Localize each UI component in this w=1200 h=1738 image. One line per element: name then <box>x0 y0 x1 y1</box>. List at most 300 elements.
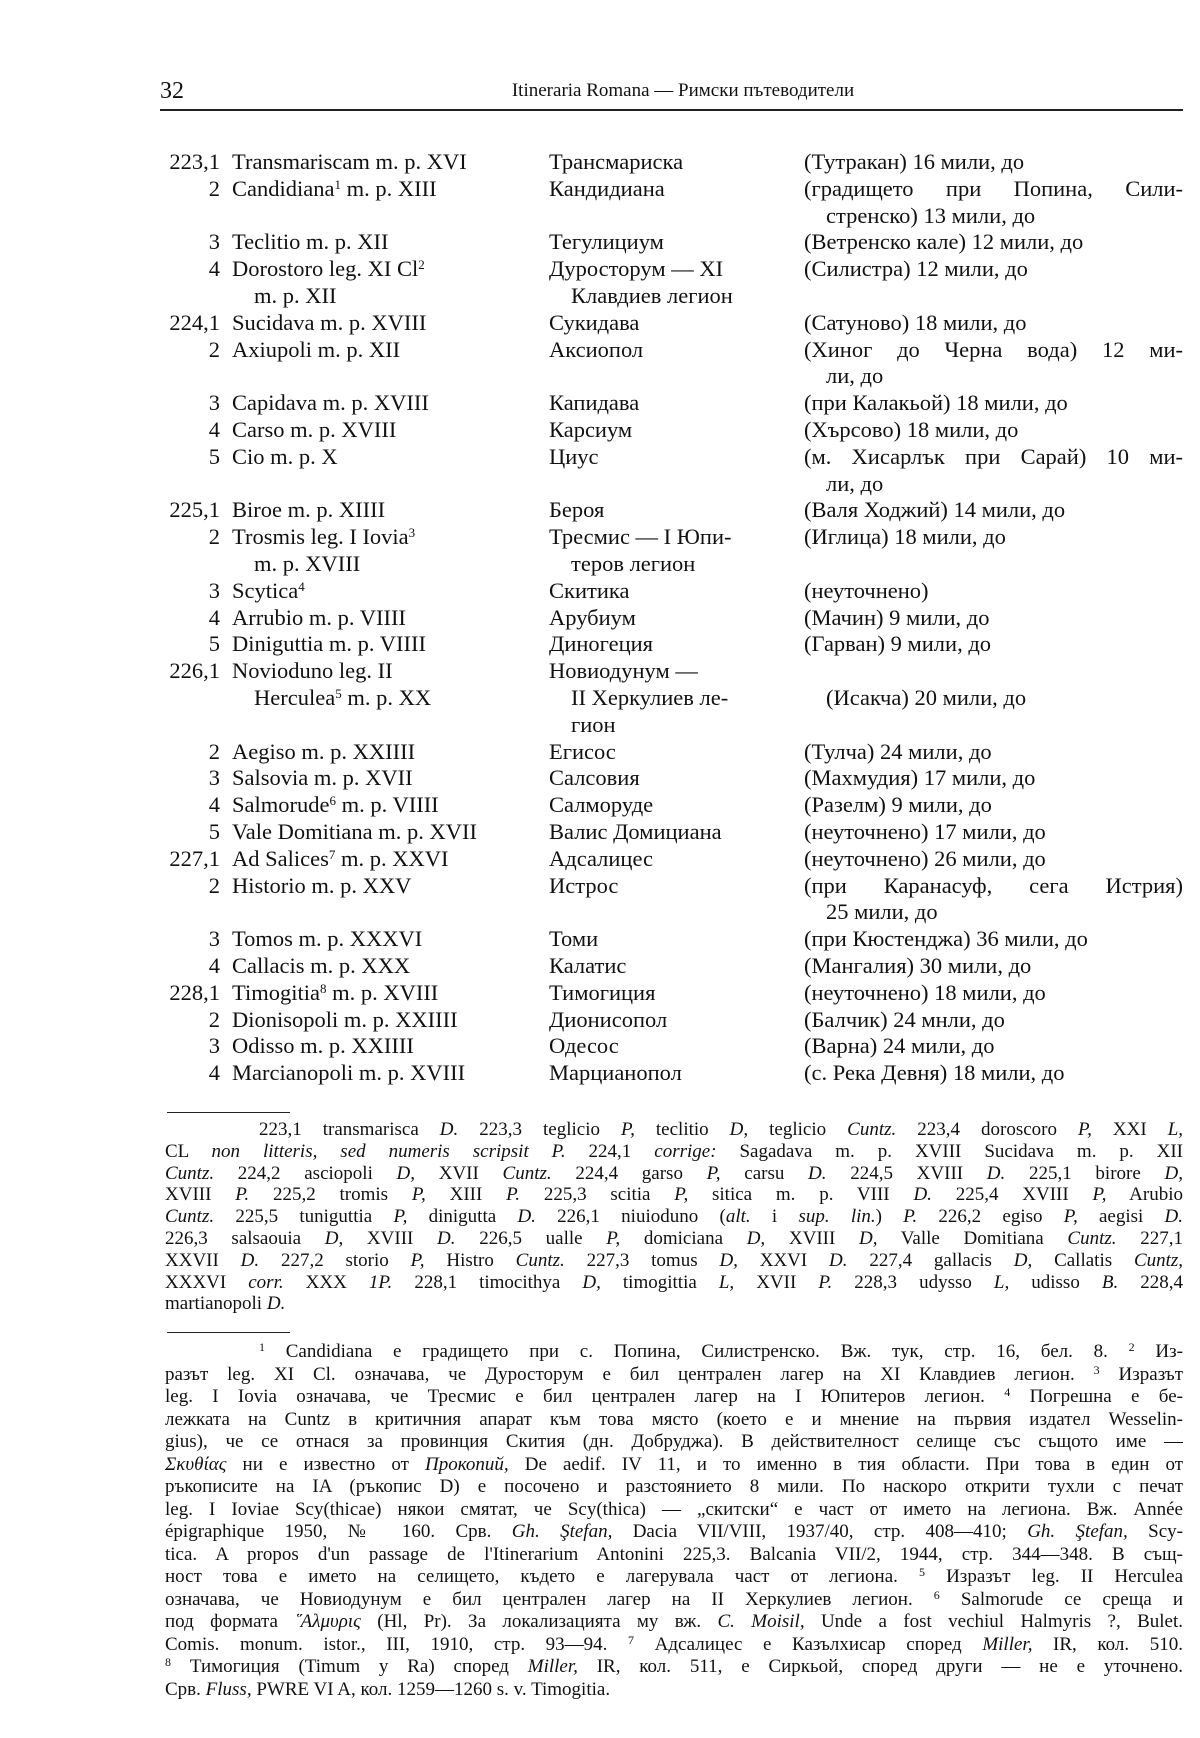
text-segment: 228,1 timocithya <box>392 1271 583 1293</box>
text-segment: (Силистра) 12 мили, до <box>804 256 1028 282</box>
entry-number <box>150 846 220 873</box>
latin-station <box>232 926 544 953</box>
entry-number-text: 2 <box>208 524 220 550</box>
italic-segment: P. <box>235 1184 250 1206</box>
location-distance <box>804 846 1183 873</box>
text-segment: (при Калакьой) 18 мили, до <box>804 390 1068 416</box>
location-distance-line <box>804 765 1183 792</box>
italic-segment: corrige: <box>654 1140 717 1162</box>
location-distance-line <box>804 149 1183 176</box>
text-segment: (Ветренско кале) 12 мили, до <box>804 229 1084 255</box>
text-segment: 226,5 ualle <box>455 1227 607 1249</box>
text-segment: (Гарван) 9 мили, до <box>804 631 992 657</box>
bulgarian-name-line <box>549 953 799 980</box>
latin-station <box>232 390 544 417</box>
italic-segment: L, <box>993 1271 1010 1293</box>
italic-segment: C. Moisil, <box>717 1611 805 1632</box>
text-segment: 225,3 scitia <box>520 1184 675 1206</box>
text-segment: Тегулициум <box>549 229 664 255</box>
entry-number <box>150 739 220 766</box>
entry-number <box>150 310 220 337</box>
latin-station-line <box>232 1007 544 1034</box>
table-row <box>150 176 1183 230</box>
entry-number <box>150 631 220 658</box>
text-segment: (неуточнено) 17 мили, до <box>804 818 1046 844</box>
latin-station-line <box>232 578 544 605</box>
italic-segment: D. <box>1164 1206 1183 1228</box>
location-distance <box>804 310 1183 337</box>
text-segment: Histro <box>424 1249 516 1271</box>
italic-segment: D. <box>986 1162 1006 1184</box>
entry-number-text: 223,1 <box>169 149 220 174</box>
entry-number <box>150 1007 220 1034</box>
italic-segment: sup. lin. <box>798 1206 876 1228</box>
text-segment: carsu <box>720 1162 809 1184</box>
bulgarian-name <box>549 578 799 605</box>
table-row <box>150 149 1183 176</box>
entry-number-text: 2 <box>208 1006 220 1032</box>
text-segment: m. p. XX <box>341 684 432 710</box>
text-segment: 227,4 gallacis <box>847 1249 1014 1271</box>
italic-segment: D. <box>913 1184 932 1206</box>
text-segment: Марцианопол <box>549 1060 682 1086</box>
text-segment: ност това е името на селището, където е лагерувала част от легиона. <box>165 1566 919 1587</box>
location-distance <box>804 1033 1183 1060</box>
footnote-line <box>165 1476 1183 1499</box>
entry-number <box>150 658 220 738</box>
latin-station <box>232 497 544 524</box>
bulgarian-name-line <box>549 1033 799 1060</box>
location-distance <box>804 578 1183 605</box>
italic-segment: D, <box>324 1227 344 1249</box>
latin-station-line <box>232 926 544 953</box>
italic-segment: D. <box>240 1249 260 1271</box>
text-segment: udisso <box>1009 1271 1102 1293</box>
text-segment: Sagadava m. p. XVIII Sucidava m. p. XII <box>716 1140 1183 1162</box>
latin-station <box>232 631 544 658</box>
text-segment: Carso m. p. XVIII <box>232 416 397 442</box>
text-segment: teclitio <box>634 1119 730 1140</box>
location-distance <box>804 980 1183 1007</box>
location-distance-line <box>804 337 1183 364</box>
bulgarian-name <box>549 765 799 792</box>
text-segment: XVIII <box>165 1184 236 1206</box>
italic-segment: Cuntz. <box>502 1162 552 1184</box>
bulgarian-name-line <box>549 792 799 819</box>
text-segment: m. p. XII <box>254 282 337 308</box>
text-segment: Marcianopoli m. p. XVIII <box>232 1060 466 1086</box>
entry-number-text: 4 <box>208 604 220 630</box>
bulgarian-name <box>549 176 799 230</box>
location-distance-line <box>804 444 1183 471</box>
text-segment: teglicio <box>748 1119 848 1140</box>
footnote-line <box>165 1499 1183 1522</box>
text-segment: (градището при Попина, Сили- <box>804 175 1183 201</box>
text-segment: (Хиног до Черна вода) 12 ми- <box>804 336 1183 362</box>
italic-segment: D, <box>719 1249 738 1271</box>
italic-segment: P, <box>393 1206 408 1228</box>
latin-station-line <box>232 631 544 658</box>
text-segment: Cio m. p. X <box>232 443 338 469</box>
italic-segment: Прокопий, <box>425 1453 509 1475</box>
entry-number-text: 4 <box>208 416 220 442</box>
text-segment: De aedif. IV 11, и то именно в тия области. При това в един от <box>508 1453 1183 1475</box>
location-distance-line <box>804 605 1183 632</box>
italic-segment: Cuntz, <box>1133 1249 1183 1271</box>
bulgarian-name <box>549 497 799 524</box>
latin-station-line <box>232 1060 544 1087</box>
text-segment: 225,5 tuniguttia <box>214 1206 394 1228</box>
footnote-marker: 6 <box>329 793 336 809</box>
text-segment: 224,4 garso <box>551 1162 707 1184</box>
text-segment: martianopoli <box>165 1293 267 1315</box>
text-segment: Scy- <box>1127 1521 1183 1542</box>
text-segment: 227,3 tomus <box>564 1249 720 1271</box>
entry-number-text: 4 <box>208 1060 220 1086</box>
text-segment: Novioduno leg. II <box>232 658 393 684</box>
bulgarian-name <box>549 873 799 927</box>
text-segment: (Балчик) 24 мнли, до <box>804 1006 1005 1032</box>
latin-station-line <box>232 551 544 578</box>
entry-number-text: 225,1 <box>169 497 220 523</box>
text-segment: 223,3 teglicio <box>458 1119 621 1140</box>
location-distance-line <box>804 873 1183 900</box>
entry-number-text: 4 <box>208 952 220 978</box>
location-distance <box>804 229 1183 256</box>
footnote-separator-rule <box>167 1332 290 1333</box>
text-segment: XXX <box>283 1271 369 1293</box>
text-segment: Истрос <box>549 872 619 898</box>
text-segment: 226,1 niuioduno ( <box>535 1206 726 1228</box>
italic-segment: D. <box>808 1162 827 1184</box>
location-distance-line <box>804 739 1183 766</box>
footnote-line <box>165 1431 1183 1454</box>
text-segment: XXI <box>1091 1119 1168 1140</box>
text-segment: Teclitio m. p. XII <box>232 229 389 255</box>
italic-segment: P, <box>1092 1184 1107 1206</box>
footnote-marker: 6 <box>933 1588 940 1602</box>
latin-station <box>232 256 544 310</box>
footnote-line <box>165 1544 1183 1567</box>
table-row <box>150 417 1183 444</box>
entry-number <box>150 337 220 391</box>
text-segment: Biroe m. p. XIIII <box>232 497 386 523</box>
page-number: 32 <box>160 78 184 104</box>
italic-segment: P. <box>818 1271 833 1293</box>
italic-segment: P, <box>1077 1119 1092 1140</box>
latin-station <box>232 417 544 444</box>
latin-station-line <box>232 980 544 1007</box>
italic-segment: L, <box>718 1271 735 1293</box>
entry-number-text: 3 <box>208 390 220 416</box>
location-distance-line <box>804 846 1183 873</box>
location-distance-line <box>804 1033 1183 1060</box>
italic-segment: Fluss, <box>205 1678 252 1700</box>
entry-number-text: 2 <box>208 336 220 362</box>
italic-segment: Miller, <box>982 1633 1033 1655</box>
italic-segment: Cuntz. <box>847 1119 897 1140</box>
text-segment: (с. Река Девня) 18 мили, до <box>804 1060 1065 1086</box>
footnote-line <box>165 1386 1183 1409</box>
table-row <box>150 980 1183 1007</box>
italic-segment: Cuntz. <box>515 1249 565 1271</box>
text-segment: Transmariscam m. p. XVI <box>232 149 467 174</box>
italic-segment: D, <box>1013 1249 1033 1271</box>
location-distance <box>804 444 1183 498</box>
text-segment: (Тутракан) 16 мили, до <box>804 149 1025 174</box>
text-segment: aegisi <box>1077 1206 1165 1228</box>
text-segment: i <box>750 1206 799 1228</box>
entry-number <box>150 926 220 953</box>
text-segment: Адсалицес <box>549 845 653 871</box>
italic-segment: alt. <box>725 1206 751 1228</box>
entry-number <box>150 953 220 980</box>
italic-segment: D. <box>266 1293 286 1315</box>
table-row <box>150 873 1183 927</box>
text-segment: ли, до <box>826 363 884 389</box>
latin-station-line <box>232 739 544 766</box>
bulgarian-name <box>549 337 799 391</box>
italic-segment: D, <box>582 1271 601 1293</box>
text-segment: m. p. XXVI <box>335 845 449 871</box>
bulgarian-name-line <box>549 176 799 203</box>
latin-station-line <box>232 605 544 632</box>
text-segment: Салморуде <box>549 792 654 818</box>
bulgarian-name <box>549 390 799 417</box>
italic-segment: non litteris, sed numeris scripsit P. <box>211 1140 566 1162</box>
text-segment: Dorostoro leg. XI Cl <box>232 256 419 282</box>
latin-station-line <box>232 658 544 685</box>
text-segment: XXVII <box>165 1249 241 1271</box>
text-segment: XVIII <box>765 1227 859 1249</box>
table-row <box>150 953 1183 980</box>
text-segment: Scytica <box>232 577 299 603</box>
bulgarian-name <box>549 819 799 846</box>
latin-station-line <box>232 149 544 176</box>
bulgarian-name <box>549 524 799 578</box>
text-segment: Herculea <box>254 684 336 710</box>
text-segment: (Махмудия) 17 мили, до <box>804 765 1036 791</box>
critical-apparatus <box>165 1119 1183 1315</box>
location-distance <box>804 524 1183 578</box>
table-row <box>150 631 1183 658</box>
text-segment: (Hl, Pr). За локализацията му вж. <box>360 1611 718 1632</box>
text-segment: Калатис <box>549 952 627 978</box>
text-segment: ръкописите на IA (ръкопис D) е посочено и разстоянието 8 мили. По наскоро открити тухли с печат <box>165 1476 1183 1497</box>
text-segment: (м. Хисарлък при Сарай) 10 ми- <box>804 443 1183 469</box>
text-segment: разът leg. XI Cl. означава, че Дуросторум е бил централен лагер на XI Клавдиев легион. <box>165 1363 1094 1385</box>
italic-segment: D, <box>746 1227 766 1249</box>
text-segment: (Валя Ходжий) 14 мили, до <box>804 497 1066 523</box>
text-segment: ни е известно от <box>226 1453 426 1475</box>
italic-segment: D, <box>396 1162 416 1184</box>
text-segment: Трансмариска <box>549 149 684 174</box>
italic-segment: P, <box>620 1119 635 1140</box>
text-segment: XVIII <box>343 1227 438 1249</box>
latin-station-line <box>232 792 544 819</box>
location-distance <box>804 176 1183 230</box>
table-row <box>150 658 1183 738</box>
footnote-line <box>165 1634 1183 1657</box>
text-segment: Tomos m. p. XXXVI <box>232 926 423 952</box>
location-distance <box>804 953 1183 980</box>
text-segment: timogittia <box>600 1271 719 1293</box>
entry-number <box>150 444 220 498</box>
table-row <box>150 390 1183 417</box>
italic-segment: Cuntz. <box>165 1206 215 1228</box>
table-row <box>150 337 1183 391</box>
italic-segment: P, <box>606 1227 621 1249</box>
footnote-line <box>165 1409 1183 1432</box>
bulgarian-name <box>549 792 799 819</box>
location-distance-line <box>804 203 1183 230</box>
location-distance <box>804 605 1183 632</box>
italic-segment: B. <box>1101 1271 1119 1293</box>
text-segment: 224,5 XVIII <box>826 1162 987 1184</box>
text-segment: Диногеция <box>549 631 654 657</box>
entry-number <box>150 176 220 230</box>
text-segment: leg. I Iovia означава, че Тресмис е бил централен лагер на I Юпитеров легион. <box>165 1386 1005 1407</box>
italic-segment: 1P. <box>368 1271 393 1293</box>
text-segment: XVII <box>734 1271 819 1293</box>
bulgarian-name-line <box>549 980 799 1007</box>
italic-segment: D, <box>1164 1162 1183 1184</box>
table-row <box>150 256 1183 310</box>
apparatus-line <box>165 1184 1183 1206</box>
footnote-marker: 1 <box>334 176 341 192</box>
latin-station <box>232 1033 544 1060</box>
text-segment: Unde a fost vechiul Halmyris ?, Bulet. <box>804 1611 1183 1632</box>
location-distance-line <box>804 631 1183 658</box>
table-row <box>150 739 1183 766</box>
latin-station <box>232 819 544 846</box>
latin-station-line <box>232 873 544 900</box>
location-distance <box>804 658 1183 738</box>
italic-segment: P, <box>411 1184 426 1206</box>
text-segment: Candidiana е градището при с. Попина, Силистренско. Вж. тук, стр. 16, бел. 8. <box>265 1341 1129 1362</box>
text-segment: (Варна) 24 мили, до <box>804 1033 995 1059</box>
text-segment: Salmorude <box>232 792 330 818</box>
text-segment: Odisso m. p. XXIIII <box>232 1033 414 1059</box>
apparatus-line <box>165 1293 1183 1315</box>
footnote-line <box>165 1611 1183 1634</box>
entry-number <box>150 256 220 310</box>
text-segment: Валис Домициана <box>549 818 722 844</box>
bulgarian-name-line <box>549 578 799 605</box>
text-segment: Дуросторум — XI <box>549 256 724 282</box>
italic-segment: D. <box>437 1227 456 1249</box>
entry-number <box>150 149 220 176</box>
text-segment: CL <box>165 1140 212 1162</box>
footnote-marker: 3 <box>408 525 416 541</box>
entry-number <box>150 819 220 846</box>
bulgarian-name-line <box>549 1060 799 1087</box>
text-segment: Егисос <box>549 738 616 764</box>
location-distance <box>804 631 1183 658</box>
location-distance <box>804 256 1183 310</box>
location-distance <box>804 337 1183 391</box>
location-distance <box>804 417 1183 444</box>
location-distance <box>804 390 1183 417</box>
table-row <box>150 1060 1183 1087</box>
italic-segment: Miller, <box>527 1656 578 1677</box>
italic-segment: Σκυθίας <box>165 1453 227 1475</box>
bulgarian-name <box>549 256 799 310</box>
text-segment: leg. I Ioviae Scy(thicae) някои смятат, че Scy(thica) — „скитски“ е част от името на легиона. Вж. Année <box>165 1498 1183 1520</box>
text-segment: (Иглица) 18 мили, до <box>804 524 1006 550</box>
footnote-marker: 4 <box>298 578 305 594</box>
italic-segment: L, <box>1167 1119 1183 1140</box>
bulgarian-name-line <box>549 256 799 283</box>
latin-station-line <box>232 256 544 283</box>
text-segment: Клавдиев легион <box>571 282 733 308</box>
footnote-line <box>165 1679 1183 1702</box>
entry-number <box>150 524 220 578</box>
bulgarian-name <box>549 953 799 980</box>
text-segment: (при Кюстенджа) 36 мили, до <box>804 926 1088 952</box>
bulgarian-name <box>549 980 799 1007</box>
entry-number-text: 5 <box>208 631 220 657</box>
entry-number-text: 3 <box>208 765 220 791</box>
latin-station <box>232 444 544 498</box>
bulgarian-name <box>549 444 799 498</box>
latin-station-line <box>232 229 544 256</box>
location-distance-line <box>804 658 1183 685</box>
bulgarian-name <box>549 1007 799 1034</box>
text-segment: Бероя <box>549 497 605 523</box>
text-segment: Callatis <box>1032 1249 1134 1271</box>
text-segment: Candidiana <box>232 175 335 201</box>
header-rule <box>160 109 1183 111</box>
text-segment: лежката на Cuntz в критичния апарат към това място (което е и мнение на първия издател Wesselin- <box>165 1408 1183 1430</box>
location-distance-line <box>804 229 1183 256</box>
text-segment: Тимогиция (Timum y Ra) според <box>171 1656 528 1677</box>
text-segment: (Мачин) 9 мили, до <box>804 604 990 630</box>
text-segment: 223,4 doroscoro <box>896 1119 1078 1140</box>
text-segment: (Тулча) 24 мили, до <box>804 738 992 764</box>
text-segment: Скитика <box>549 577 630 603</box>
location-distance <box>804 873 1183 927</box>
bulgarian-name-line <box>549 685 799 712</box>
text-segment: Погрешна е бе- <box>1010 1386 1183 1407</box>
bulgarian-name-line <box>549 739 799 766</box>
footnote-marker: 1 <box>259 1341 265 1354</box>
latin-station-line <box>232 685 544 712</box>
footnote-marker: 8 <box>319 980 327 996</box>
entry-number-text: 226,1 <box>169 658 220 684</box>
bulgarian-name-line <box>549 337 799 364</box>
footnote-line <box>165 1341 1183 1364</box>
latin-station <box>232 524 544 578</box>
latin-station <box>232 846 544 873</box>
text-segment: Trosmis leg. I Iovia <box>232 524 409 550</box>
text-segment: гион <box>571 711 616 737</box>
italic-segment: P, <box>1063 1206 1078 1228</box>
text-segment: Axiupoli m. p. XII <box>232 336 401 362</box>
latin-station <box>232 658 544 738</box>
text-segment: (Хърсово) 18 мили, до <box>804 416 1019 442</box>
text-segment: Новиодунум — <box>549 658 698 684</box>
italic-segment: P, <box>706 1162 721 1184</box>
location-distance-line <box>804 524 1183 551</box>
latin-station-line <box>232 524 544 551</box>
text-segment: Comis. monum. istor., III, 1910, стр. 93—94. <box>165 1633 629 1655</box>
text-segment: 226,2 egiso <box>917 1206 1064 1228</box>
text-segment: 227,2 storio <box>259 1249 411 1271</box>
location-distance <box>804 1007 1183 1034</box>
latin-station-line <box>232 310 544 337</box>
location-distance-line <box>804 471 1183 498</box>
